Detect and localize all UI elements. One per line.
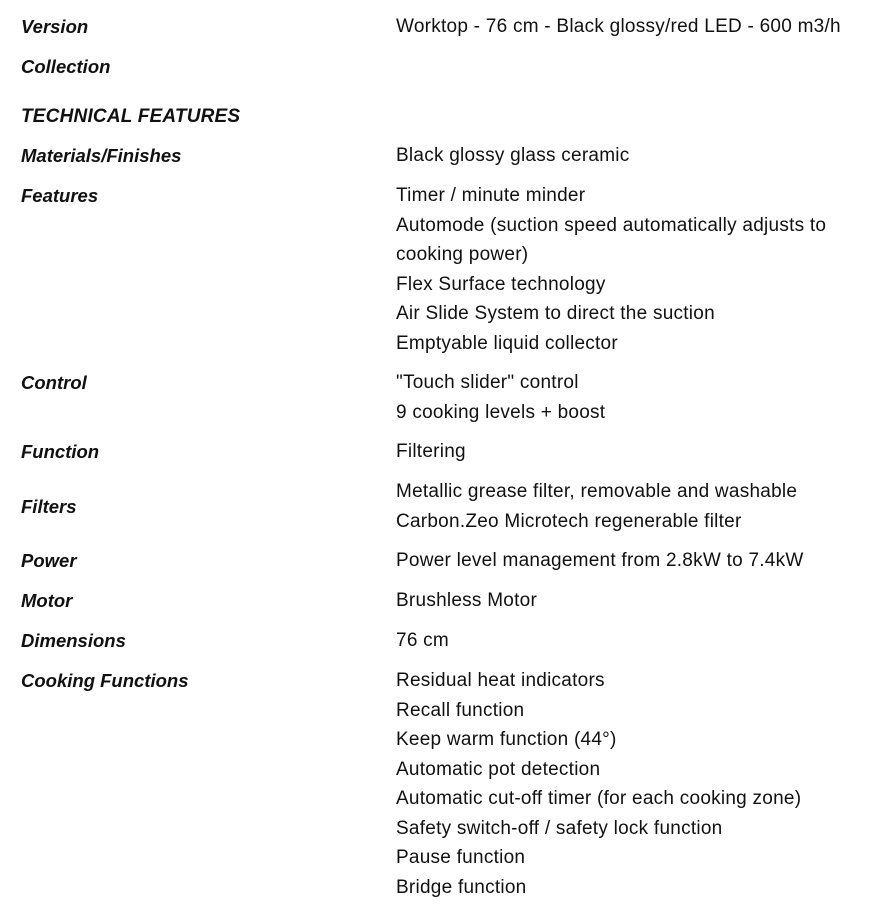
- spec-label-dimensions: Dimensions: [21, 630, 126, 651]
- spec-value: Timer / minute minder: [396, 185, 586, 206]
- section-heading-technical-features: TECHNICAL FEATURES: [21, 106, 241, 127]
- spec-values-dimensions: [396, 626, 883, 656]
- spec-value: Metallic grease filter, removable and washable: [396, 481, 798, 502]
- spec-values-motor: [396, 586, 883, 616]
- spec-label-materials: Materials/Finishes: [21, 145, 182, 166]
- spec-label-filters: Filters: [21, 495, 77, 517]
- spec-values-materials: [396, 141, 883, 171]
- spec-value-version: Worktop - 76 cm - Black glossy/red LED - 600 m3/h: [396, 16, 841, 37]
- spec-values-cooking-functions: [396, 666, 883, 902]
- spec-values-filters: [396, 477, 883, 536]
- spec-row-function: [21, 437, 883, 467]
- spec-value: Recall function: [396, 699, 525, 721]
- spec-sheet: [21, 12, 883, 902]
- spec-value: Emptyable liquid collector: [396, 332, 618, 354]
- spec-row-features: [21, 181, 883, 358]
- spec-label-cooking-functions: Cooking Functions: [21, 670, 189, 691]
- spec-row-dimensions: [21, 626, 883, 656]
- spec-value: Air Slide System to direct the suction: [396, 303, 715, 324]
- spec-row-power: [21, 546, 883, 576]
- spec-value: Automode (suction speed automatically adjusts to cooking power): [396, 214, 827, 265]
- spec-value: Keep warm function (44°): [396, 729, 617, 750]
- spec-value: 76 cm: [396, 630, 449, 651]
- spec-label-version: Version: [21, 16, 89, 37]
- spec-value: Power level management from 2.8kW to 7.4kW: [396, 550, 804, 571]
- spec-row-version: [21, 12, 883, 42]
- spec-value: Flex Surface technology: [396, 273, 606, 295]
- spec-row-collection: [21, 52, 883, 82]
- spec-value: Safety switch-off / safety lock function: [396, 817, 723, 839]
- spec-label-motor: Motor: [21, 590, 73, 611]
- spec-label-power: Power: [21, 550, 77, 571]
- spec-row-filters: [21, 477, 883, 536]
- spec-values-power: [396, 546, 883, 576]
- spec-values-version: [396, 12, 883, 42]
- spec-value: 9 cooking levels + boost: [396, 401, 606, 423]
- spec-row-motor: [21, 586, 883, 616]
- spec-row-materials: [21, 141, 883, 171]
- spec-values-control: [396, 368, 883, 427]
- spec-value: Residual heat indicators: [396, 670, 605, 691]
- spec-row-cooking-functions: [21, 666, 883, 902]
- spec-value: Pause function: [396, 847, 526, 868]
- spec-label-function: Function: [21, 441, 100, 462]
- spec-value: Automatic pot detection: [396, 758, 601, 780]
- spec-value: Carbon.Zeo Microtech regenerable filter: [396, 510, 742, 532]
- spec-value: Filtering: [396, 441, 466, 462]
- spec-values-features: [396, 181, 883, 358]
- spec-values-collection: [396, 52, 883, 82]
- spec-label-collection: Collection: [21, 56, 111, 77]
- spec-label-control: Control: [21, 372, 87, 393]
- spec-value: Brushless Motor: [396, 590, 538, 611]
- spec-value: Black glossy glass ceramic: [396, 145, 630, 166]
- spec-value: Bridge function: [396, 876, 527, 898]
- spec-values-function: [396, 437, 883, 467]
- spec-label-features: Features: [21, 185, 99, 206]
- spec-row-control: [21, 368, 883, 427]
- spec-value: "Touch slider" control: [396, 372, 579, 393]
- spec-value: Automatic cut-off timer (for each cooking zone): [396, 788, 802, 809]
